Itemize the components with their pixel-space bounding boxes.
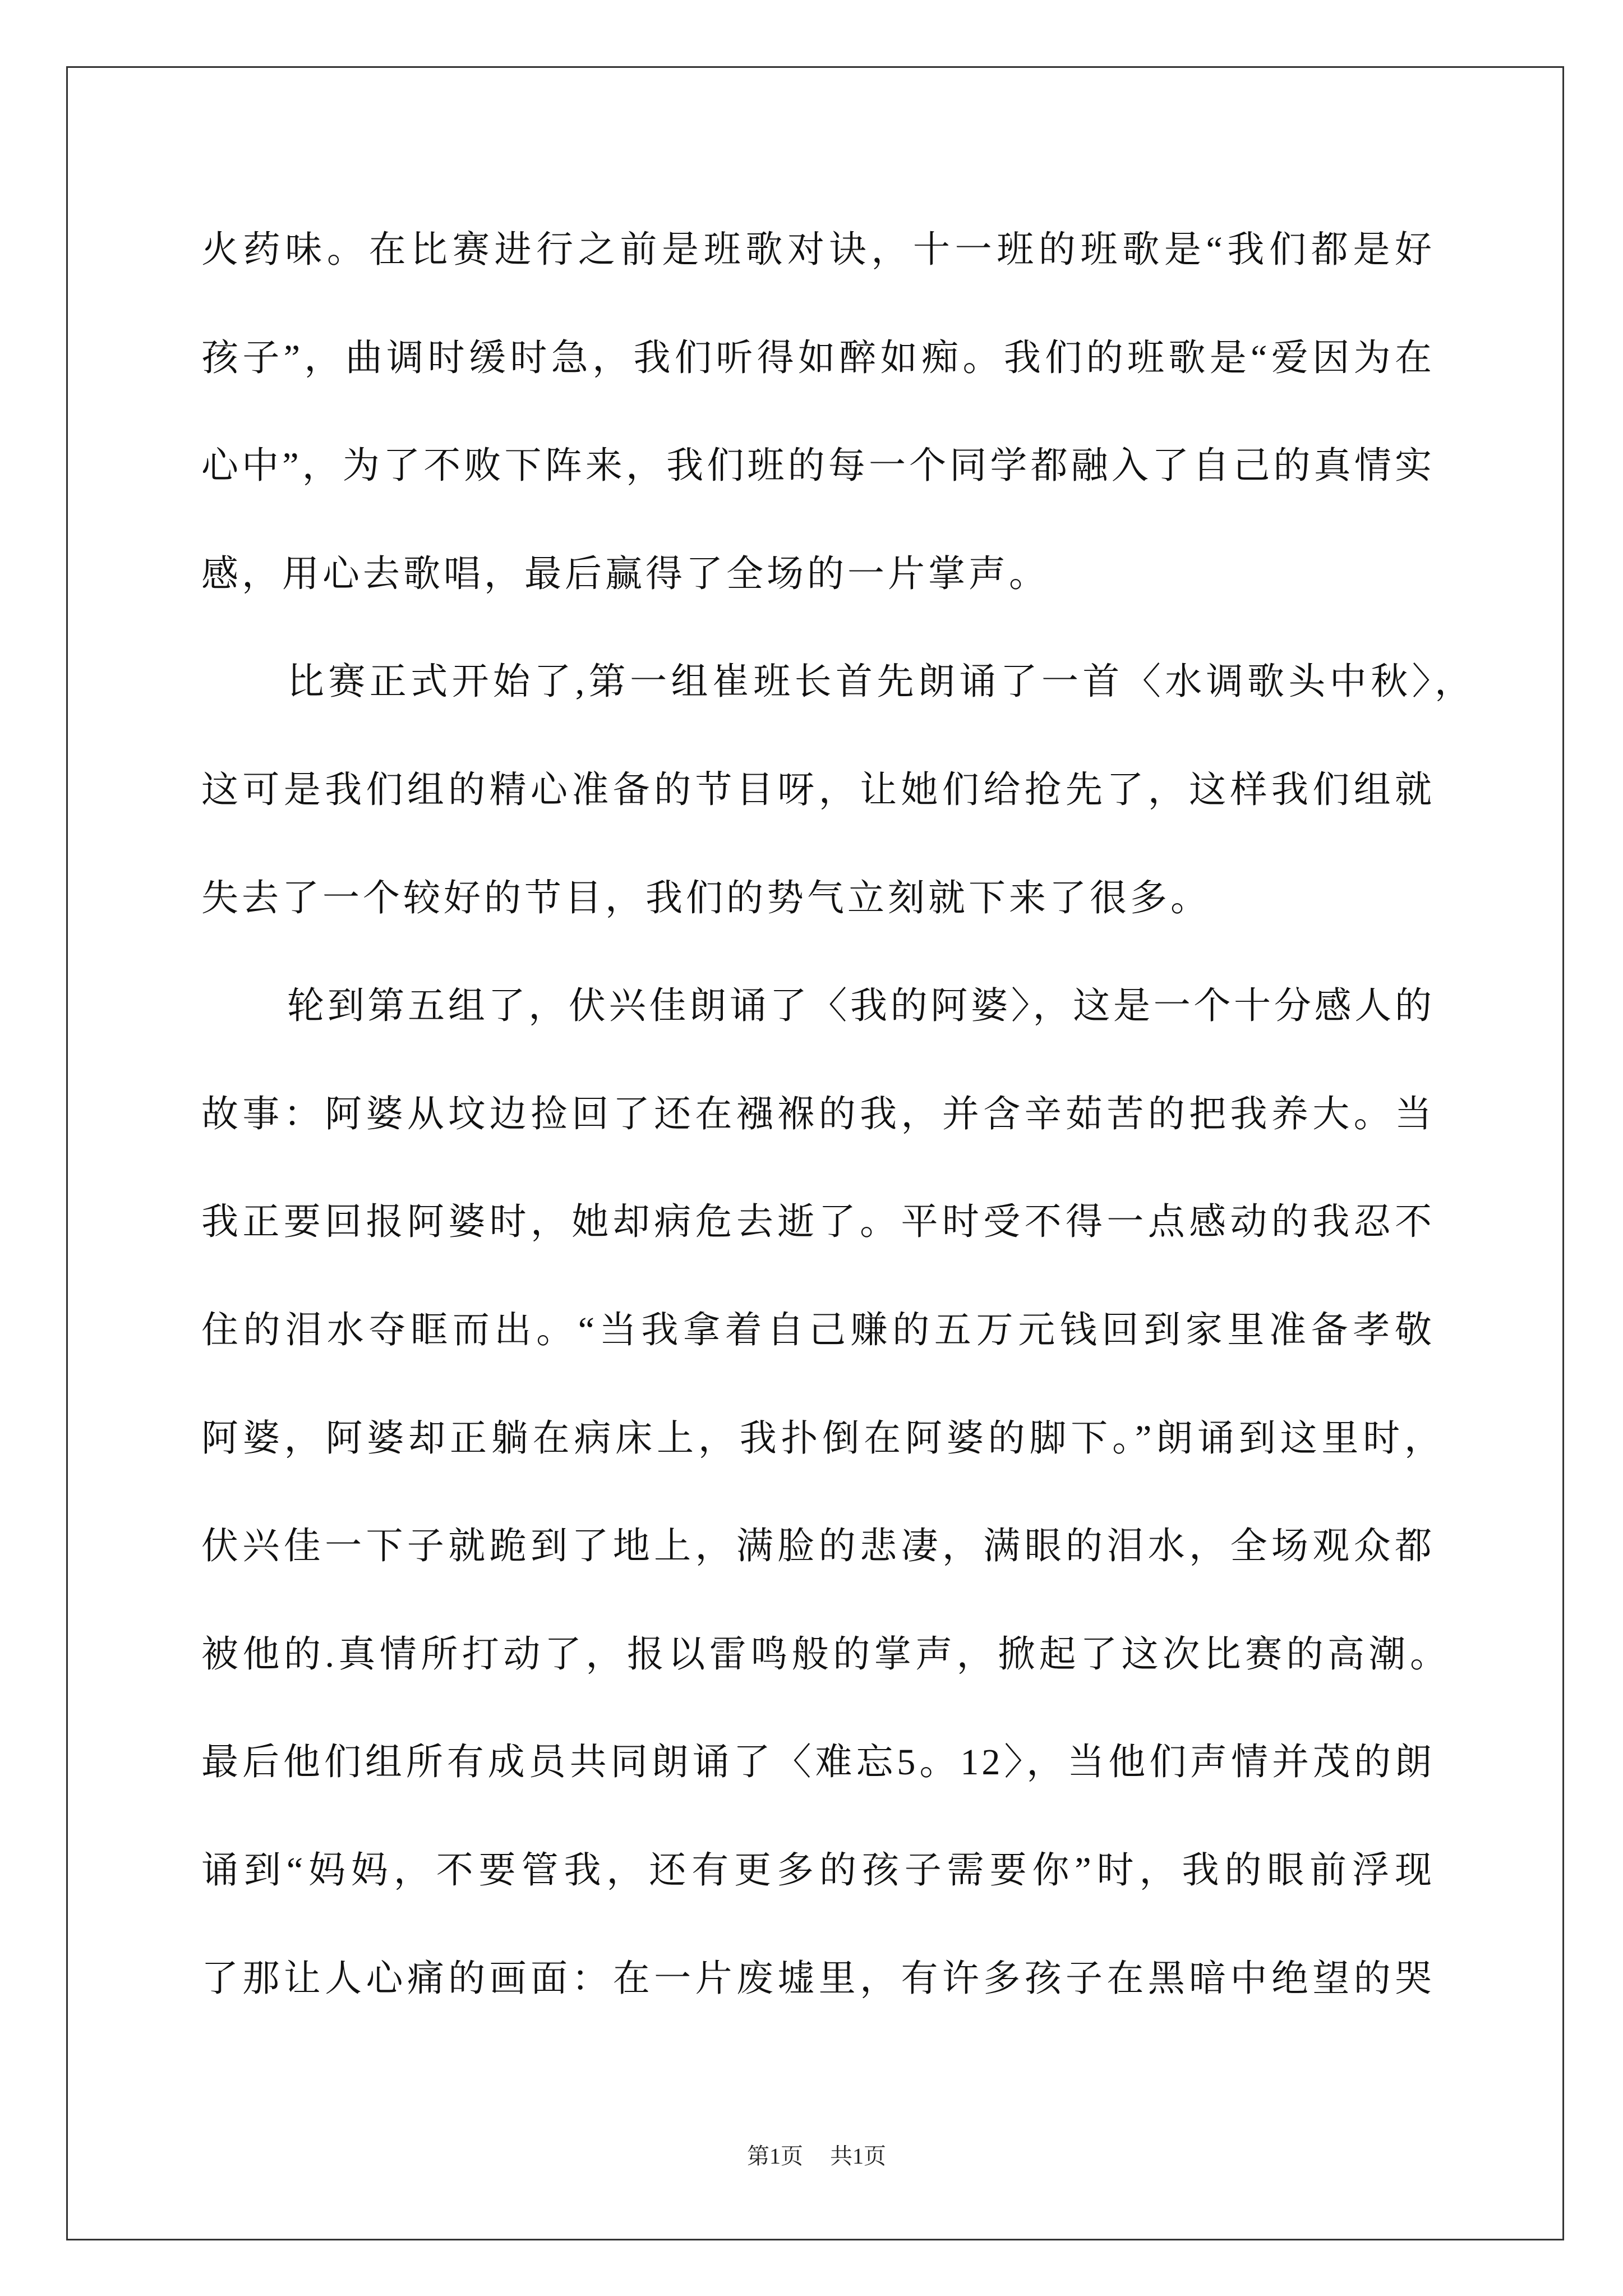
text-line: 心中”，为了不败下阵来，我们班的每一个同学都融入了自己的真情实 — [201, 445, 1435, 487]
paragraph — [0, 628, 1623, 953]
page-footer — [0, 2138, 1623, 2174]
body-text — [0, 196, 1623, 2033]
text-line: 这可是我们组的精心准备的节目呀，让她们给抢先了，这样我们组就 — [201, 769, 1435, 811]
text-line: 火药味。在比赛进行之前是班歌对诀，十一班的班歌是“我们都是好 — [201, 229, 1435, 270]
text-line: 被他的.真情所打动了，报以雷鸣般的掌声，掀起了这次比赛的高潮。 — [201, 1634, 1450, 1675]
text-line: 阿婆，阿婆却正躺在病床上，我扑倒在阿婆的脚下。”朗诵到这里时， — [201, 1418, 1444, 1459]
text-line: 住的泪水夺眶而出。“当我拿着自己赚的五万元钱回到家里准备孝敬 — [201, 1309, 1435, 1351]
page-number: 第1页 — [747, 2143, 803, 2169]
text-line: 伏兴佳一下子就跪到了地上，满脸的悲凄，满眼的泪水，全场观众都 — [201, 1526, 1435, 1567]
text-line: 失去了一个较好的节目，我们的势气立刻就下来了很多。 — [201, 877, 1211, 919]
text-line: 了那让人心痛的画面：在一片废墟里，有许多孩子在黑暗中绝望的哭 — [201, 1958, 1435, 1999]
text-line: 孩子”，曲调时缓时急，我们听得如醉如痴。我们的班歌是“爱因为在 — [201, 337, 1435, 379]
text-line: 故事：阿婆从坟边捡回了还在襁褓的我，并含辛茹苦的把我养大。当 — [201, 1093, 1435, 1135]
text-line: 诵到“妈妈，不要管我，还有更多的孩子需要你”时，我的眼前浮现 — [201, 1849, 1435, 1891]
paragraph — [0, 196, 1623, 628]
text-line: 最后他们组所有成员共同朗诵了〈难忘5。12〉，当他们声情并茂的朗 — [201, 1742, 1435, 1783]
paragraph — [0, 953, 1623, 2033]
text-line: 我正要回报阿婆时，她却病危去逝了。平时受不得一点感动的我忍不 — [201, 1202, 1435, 1243]
total-pages: 共1页 — [830, 2143, 886, 2169]
text-line: 感，用心去歌唱，最后赢得了全场的一片掌声。 — [201, 553, 1049, 595]
text-line: 比赛正式开始了,第一组崔班长首先朗诵了一首〈水调歌头中秋〉， — [287, 661, 1474, 703]
text-line: 轮到第五组了，伏兴佳朗诵了〈我的阿婆〉，这是一个十分感人的 — [287, 986, 1435, 1027]
